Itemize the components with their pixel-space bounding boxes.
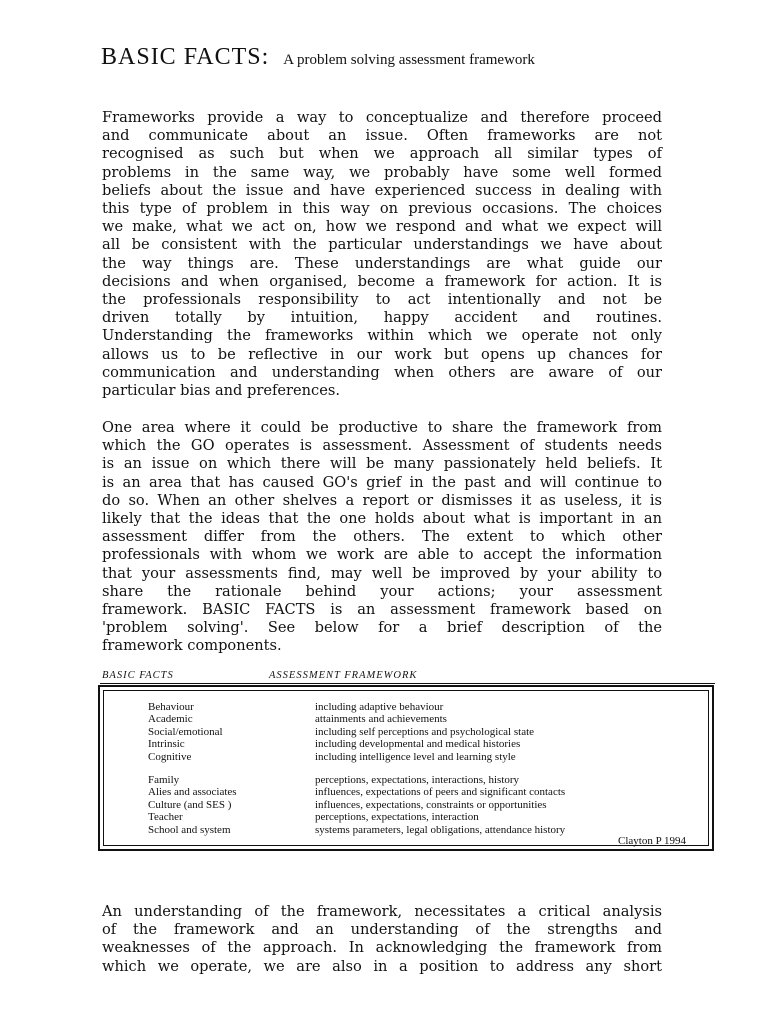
fact-label: Behaviour	[148, 701, 194, 713]
paragraph-line: do so. When an other shelves a report or dismisses it as useless, it is	[102, 491, 662, 509]
paragraph-line: framework. BASIC FACTS is an assessment framework based on	[102, 601, 662, 619]
fact-description: perceptions, expectations, interactions, history	[315, 774, 520, 786]
paragraph-line: which the GO operates is assessment. Assessment of students needs	[102, 437, 662, 455]
paragraph-line: decisions and when organised, become a framework for action. It is	[102, 272, 662, 290]
paragraph-line: all be consistent with the particular understandings we have about	[102, 236, 662, 254]
paragraph-line: is an area that has caused GO's grief in the past and will continue to	[102, 473, 662, 491]
paragraph-line: beliefs about the issue and have experienced success in dealing with	[102, 181, 662, 199]
paragraph-line: weaknesses of the approach. In acknowledging the framework from	[102, 939, 662, 957]
table-head-assessment-framework: ASSESSMENT FRAMEWORK	[269, 670, 418, 681]
fact-label: Social/emotional	[148, 725, 223, 738]
paragraph-line: that your assessments find, may well be improved by your ability to	[102, 564, 662, 582]
fact-description: perceptions, expectations, interaction	[315, 811, 479, 824]
paragraph-line: Understanding the frameworks within which we operate not only	[102, 327, 662, 345]
fact-label: Teacher	[148, 811, 183, 824]
fact-description: including intelligence level and learning style	[315, 750, 516, 763]
table-head-basic-facts: BASIC FACTS	[102, 670, 174, 681]
title-main: BASIC FACTS:	[101, 44, 270, 70]
paragraph-line: professionals with whom we work are able to accept the information	[102, 546, 662, 564]
paragraph-line: 'problem solving'. See below for a brief description of the	[102, 619, 662, 637]
paragraph-line: share the rationale behind your actions; your assessment	[102, 582, 662, 600]
paragraph-line: allows us to be reflective in our work but opens up chances for	[102, 345, 662, 363]
fact-description: including adaptive behaviour	[315, 701, 444, 713]
paragraph-line: framework components.	[102, 637, 282, 655]
paragraph-line: assessment differ from the others. The extent to which other	[102, 528, 662, 546]
paragraph-line: recognised as such but when we approach all similar types of	[102, 145, 662, 163]
paragraph-line: and communicate about an issue. Often frameworks are not	[102, 127, 662, 145]
fact-label: Academic	[148, 713, 193, 726]
paragraph-line: which we operate, we are also in a position to address any short	[102, 957, 662, 975]
paragraph-line: this type of problem in this way on previous occasions. The choices	[102, 200, 662, 218]
paragraph-line: An understanding of the framework, necessitates a critical analysis	[102, 903, 662, 920]
fact-description: influences, expectations of peers and significant contacts	[315, 786, 566, 799]
title-subtitle: A problem solving assessment framework	[283, 52, 535, 68]
fact-description: influences, expectations, constraints or opportunities	[315, 798, 547, 811]
fact-description: including self perceptions and psychological state	[315, 725, 535, 738]
fact-label: Family	[148, 774, 180, 786]
page-title	[101, 44, 535, 71]
paragraph-line: Frameworks provide a way to conceptualize and therefore proceed	[102, 109, 662, 126]
fact-label: Intrinsic	[148, 738, 185, 751]
paragraph-3	[102, 903, 662, 976]
fact-description: including developmental and medical histories	[315, 738, 521, 751]
fact-label: Alies and associates	[148, 786, 237, 799]
paragraph-1	[102, 109, 662, 400]
paragraph-line: we make, what we act on, how we respond and what we expect will	[102, 218, 662, 236]
table-credit: Clayton P 1994	[618, 835, 687, 847]
fact-label: Cognitive	[148, 750, 192, 763]
fact-label: Culture (and SES )	[148, 798, 232, 811]
paragraph-line: the way things are. These understandings are what guide our	[102, 254, 662, 272]
paragraph-line: likely that the ideas that the one holds about what is important in an	[102, 510, 662, 528]
fact-description: attainments and achievements	[315, 713, 447, 726]
paragraph-line: the professionals responsibility to act intentionally and not be	[102, 291, 662, 309]
paragraph-line: driven totally by intuition, happy accident and routines.	[102, 309, 662, 327]
paragraph-line: communication and understanding when others are aware of our	[102, 363, 662, 381]
paragraph-line: particular bias and preferences.	[102, 382, 340, 400]
paragraph-line: One area where it could be productive to share the framework from	[102, 419, 662, 436]
paragraph-line: is an issue on which there will be many passionately held beliefs. It	[102, 455, 662, 473]
table-head-rule	[100, 683, 715, 684]
fact-label: School and system	[148, 823, 231, 836]
fact-description: systems parameters, legal obligations, attendance history	[315, 823, 566, 836]
paragraph-2	[102, 419, 662, 656]
paragraph-line: of the framework and an understanding of the strengths and	[102, 921, 662, 939]
paragraph-line: problems in the same way, we probably have some well formed	[102, 163, 662, 181]
